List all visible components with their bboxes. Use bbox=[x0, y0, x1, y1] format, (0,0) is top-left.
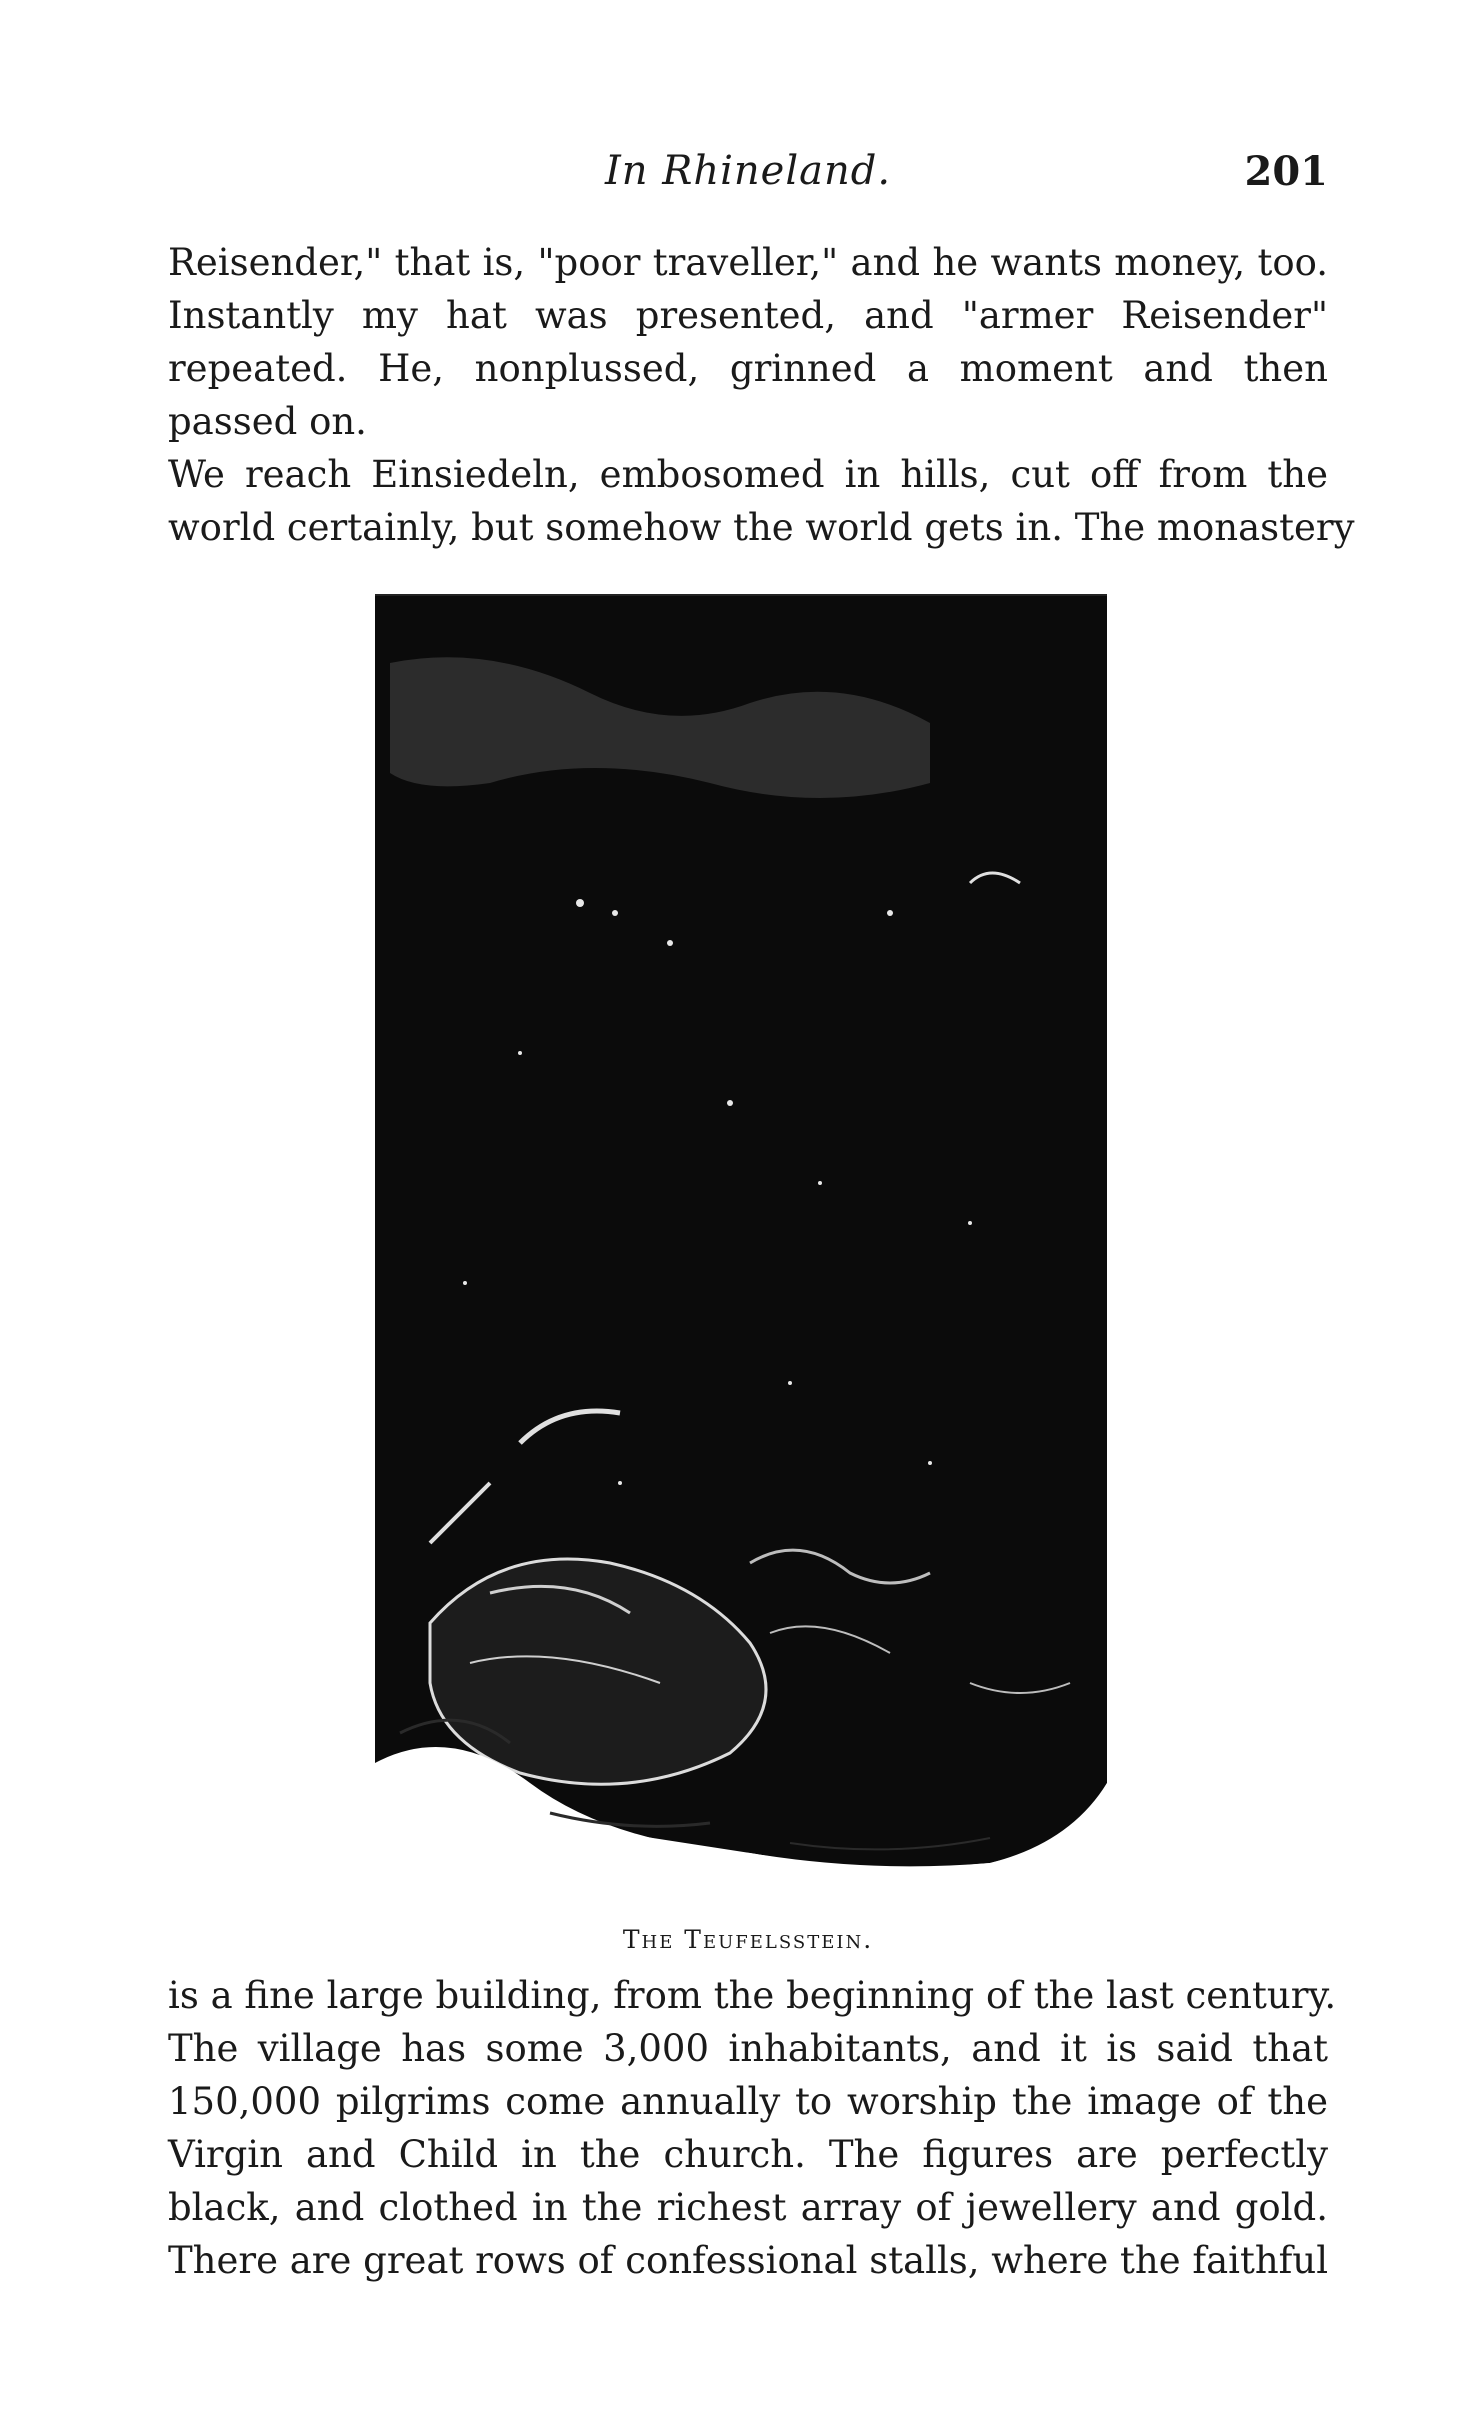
top-paragraphs bbox=[168, 236, 1355, 554]
engraving-illustration bbox=[370, 583, 1110, 1913]
text-line: is a fine large building, from the beginning of the last century. bbox=[168, 1974, 1337, 2017]
text-line: Instantly my hat was presented, and "armer Reisender" bbox=[168, 294, 1328, 337]
text-line: black, and clothed in the richest array of jewellery and gold. bbox=[168, 2186, 1328, 2229]
text-line: Reisender," that is, "poor traveller," and he wants money, too. bbox=[168, 241, 1328, 284]
bottom-paragraph bbox=[168, 1969, 1337, 2287]
page-number: 201 bbox=[1244, 148, 1328, 195]
text-line: There are great rows of confessional stalls, where the faithful bbox=[168, 2239, 1329, 2282]
text-line: 150,000 pilgrims come annually to worship the image of the bbox=[168, 2080, 1328, 2123]
text-line: The village has some 3,000 inhabitants, and it is said that bbox=[168, 2027, 1328, 2070]
text-line: Virgin and Child in the church. The figures are perfectly bbox=[168, 2133, 1328, 2176]
text-line: We reach Einsiedeln, embosomed in hills, cut off from the bbox=[168, 453, 1328, 496]
text-line: world certainly, but somehow the world gets in. The monastery bbox=[168, 506, 1355, 549]
figure-caption: The Teufelsstein. bbox=[622, 1925, 874, 1954]
text-line: passed on. bbox=[168, 400, 367, 443]
running-title: In Rhineland. bbox=[604, 148, 892, 194]
text-line: repeated. He, nonplussed, grinned a moment and then bbox=[168, 347, 1328, 390]
page-header bbox=[168, 148, 1328, 208]
